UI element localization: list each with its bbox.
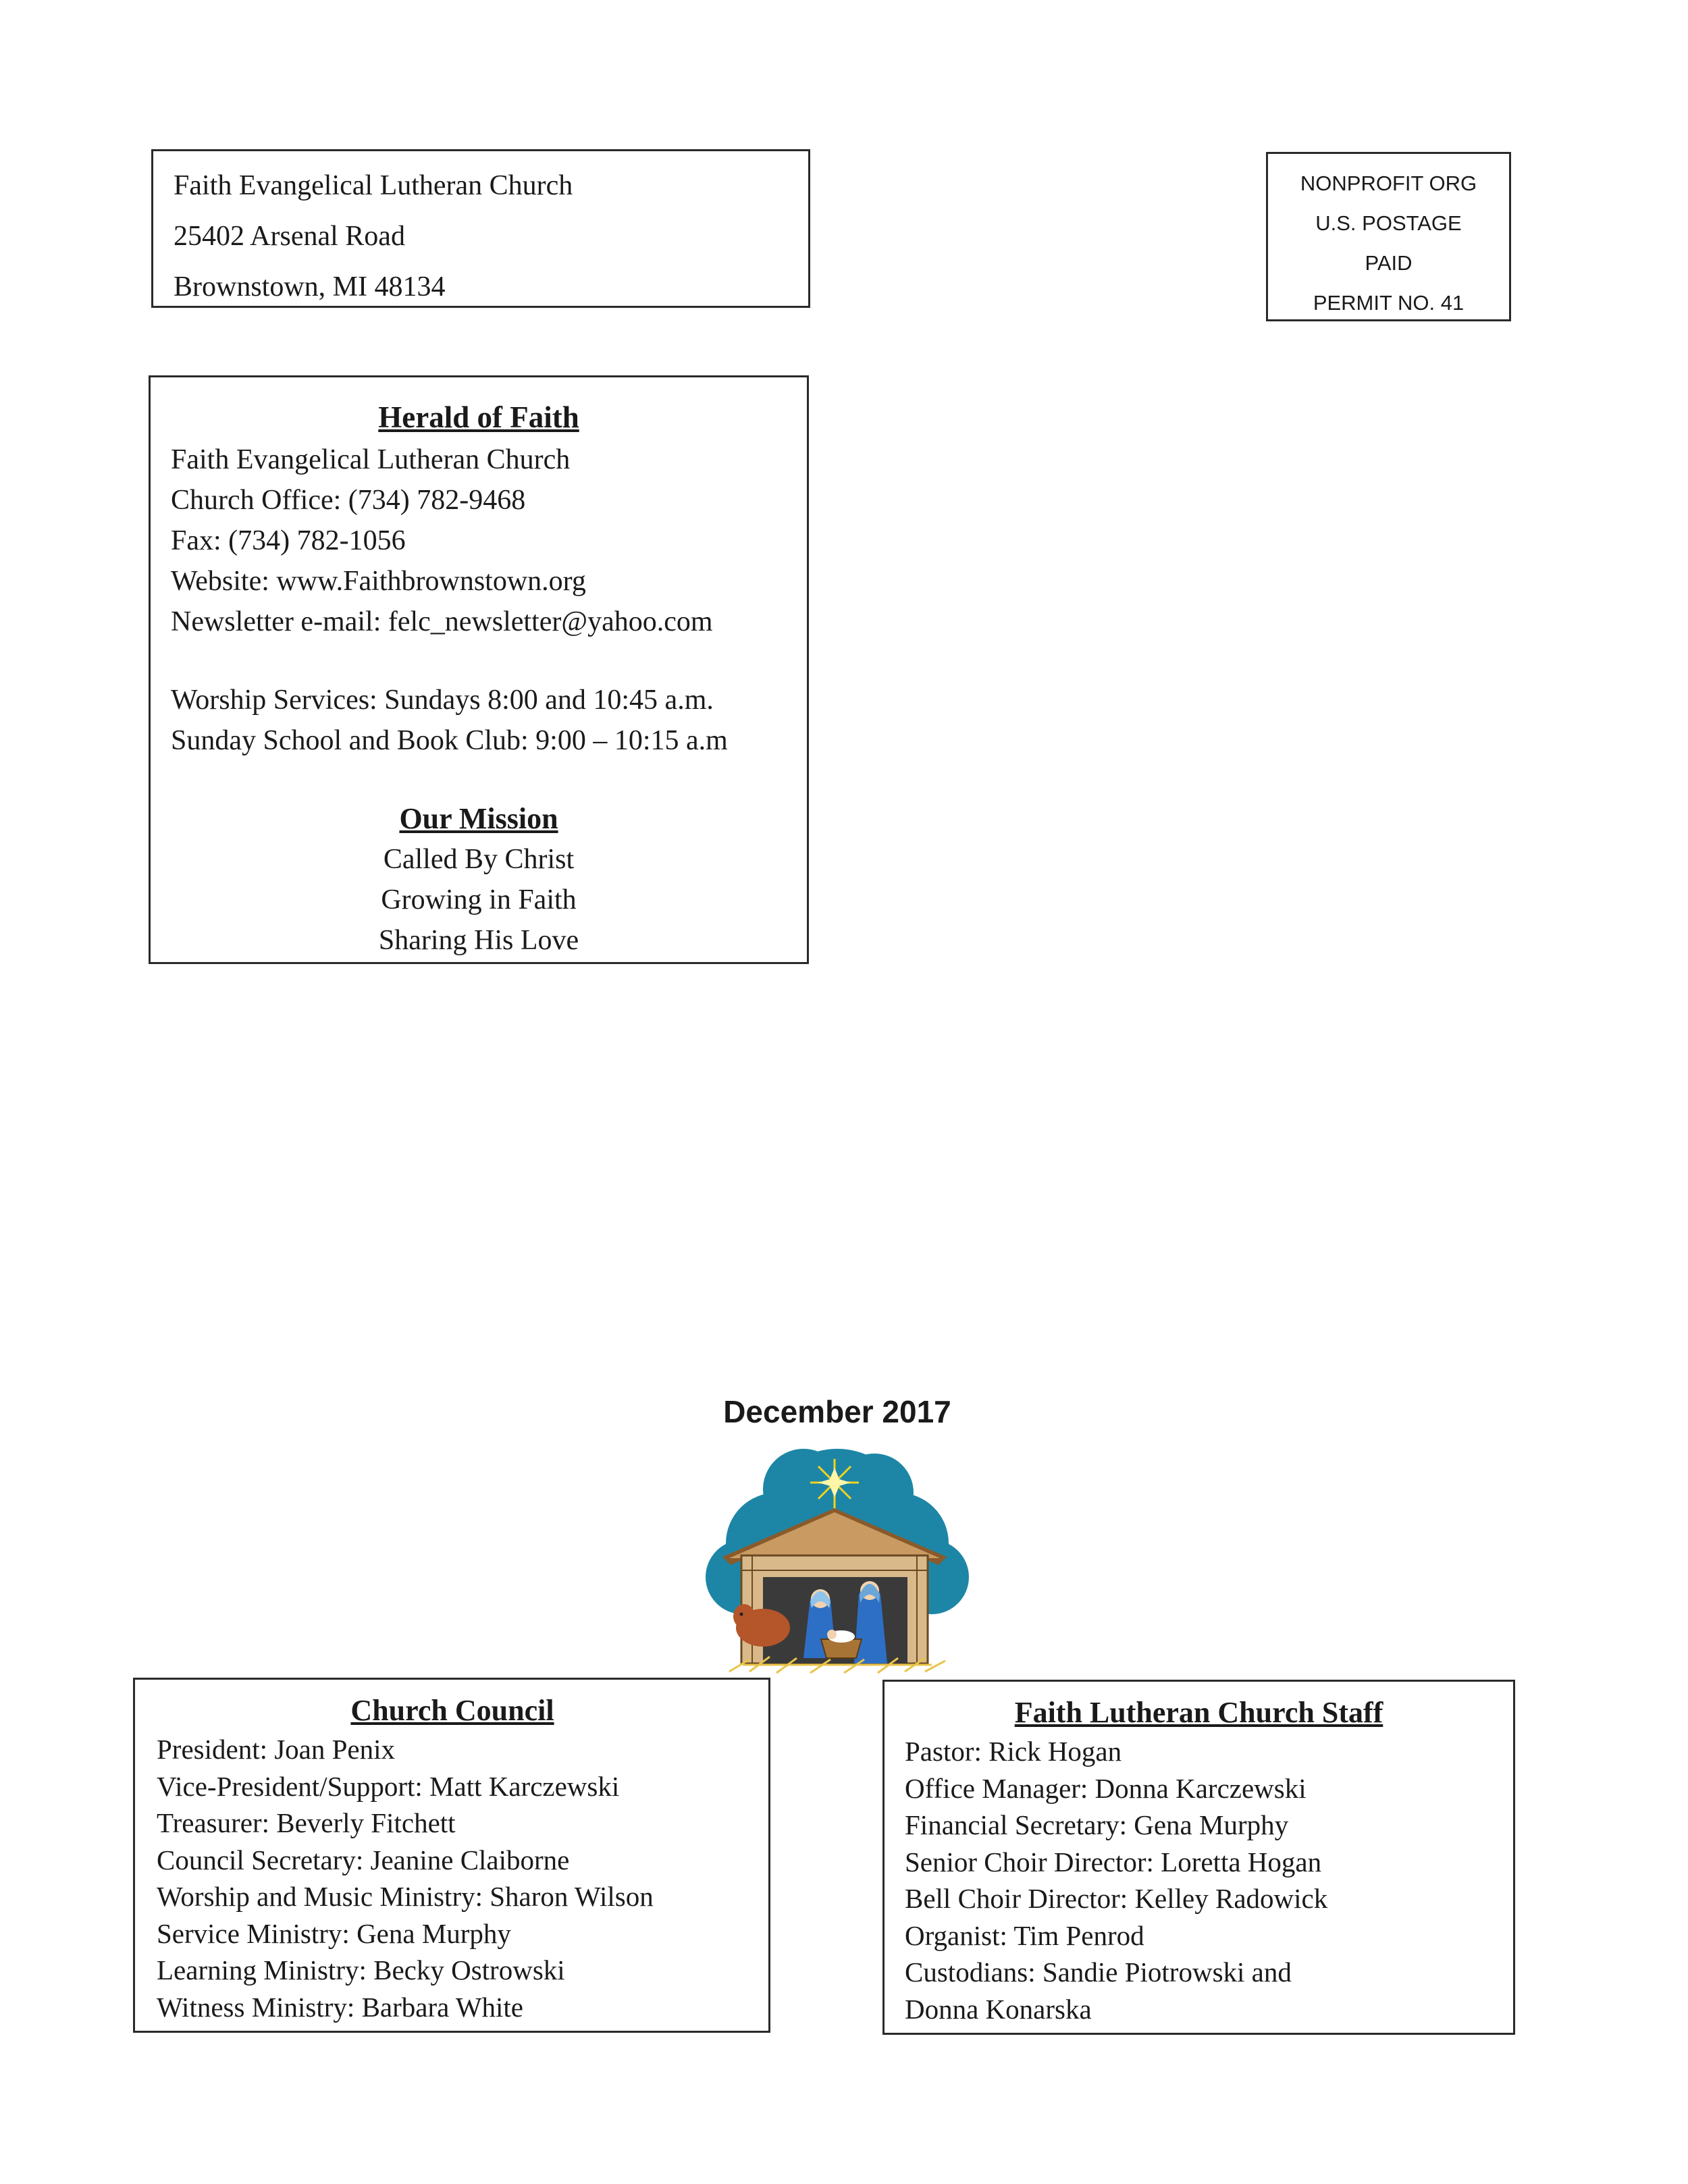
- return-address-box: [151, 149, 810, 308]
- herald-title: Herald of Faith: [378, 400, 579, 434]
- herald-fax: Fax: (734) 782-1056: [171, 525, 406, 556]
- return-church-name: Faith Evangelical Lutheran Church: [174, 170, 573, 201]
- staff-member: Office Manager: Donna Karczewski: [905, 1772, 1307, 1804]
- mission-line-1: Called By Christ: [383, 844, 575, 875]
- council-member: Vice-President/Support: Matt Karczewski: [157, 1770, 620, 1802]
- postage-line-4: PERMIT NO. 41: [1313, 291, 1465, 315]
- postage-line-2: U.S. POSTAGE: [1315, 211, 1462, 235]
- council-member: Learning Ministry: Becky Ostrowski: [157, 1954, 565, 1986]
- issue-date: December 2017: [723, 1394, 951, 1429]
- council-title: Church Council: [350, 1694, 554, 1727]
- council-member: Worship and Music Ministry: Sharon Wilson: [157, 1881, 654, 1912]
- staff-member: Donna Konarska: [905, 1993, 1092, 2025]
- staff-member: Senior Choir Director: Loretta Hogan: [905, 1846, 1322, 1877]
- herald-church: Faith Evangelical Lutheran Church: [171, 444, 571, 475]
- return-city: Brownstown, MI 48134: [174, 271, 446, 302]
- staff-member: Bell Choir Director: Kelley Radowick: [905, 1883, 1328, 1914]
- council-member: Treasurer: Beverly Fitchett: [157, 1807, 456, 1838]
- spacer: [171, 761, 807, 799]
- council-member: President: Joan Penix: [157, 1734, 396, 1765]
- herald-sunday-school: Sunday School and Book Club: 9:00 – 10:15 a.m: [171, 725, 728, 756]
- herald-office-phone: Church Office: (734) 782-9468: [171, 485, 526, 516]
- council-member: Council Secretary: Jeanine Claiborne: [157, 1844, 570, 1875]
- return-street: 25402 Arsenal Road: [174, 221, 405, 252]
- staff-member: Pastor: Rick Hogan: [905, 1736, 1122, 1767]
- church-council-box: [133, 1678, 770, 2033]
- council-member: Witness Ministry: Barbara White: [157, 1991, 524, 2023]
- herald-website: Website: www.Faithbrownstown.org: [171, 566, 586, 597]
- staff-member: Financial Secretary: Gena Murphy: [905, 1809, 1289, 1840]
- spacer: [171, 642, 807, 680]
- church-staff-box: [882, 1680, 1515, 2035]
- staff-title: Faith Lutheran Church Staff: [1014, 1696, 1383, 1729]
- mission-line-3: Sharing His Love: [378, 925, 579, 956]
- postage-line-1: NONPROFIT ORG: [1300, 171, 1477, 195]
- herald-worship-times: Worship Services: Sundays 8:00 and 10:45 a.m.: [171, 685, 714, 716]
- mission-title: Our Mission: [399, 802, 558, 835]
- nativity-scene-icon: [702, 1442, 972, 1680]
- mission-line-2: Growing in Faith: [381, 884, 577, 915]
- postage-line-3: PAID: [1365, 251, 1413, 275]
- postage-indicia: [1266, 152, 1511, 321]
- herald-email: Newsletter e-mail: felc_newsletter@yahoo.com: [171, 606, 713, 637]
- council-member: Service Ministry: Gena Murphy: [157, 1917, 511, 1949]
- herald-info-box: [149, 375, 809, 964]
- staff-member: Custodians: Sandie Piotrowski and: [905, 1956, 1292, 1988]
- staff-member: Organist: Tim Penrod: [905, 1919, 1144, 1951]
